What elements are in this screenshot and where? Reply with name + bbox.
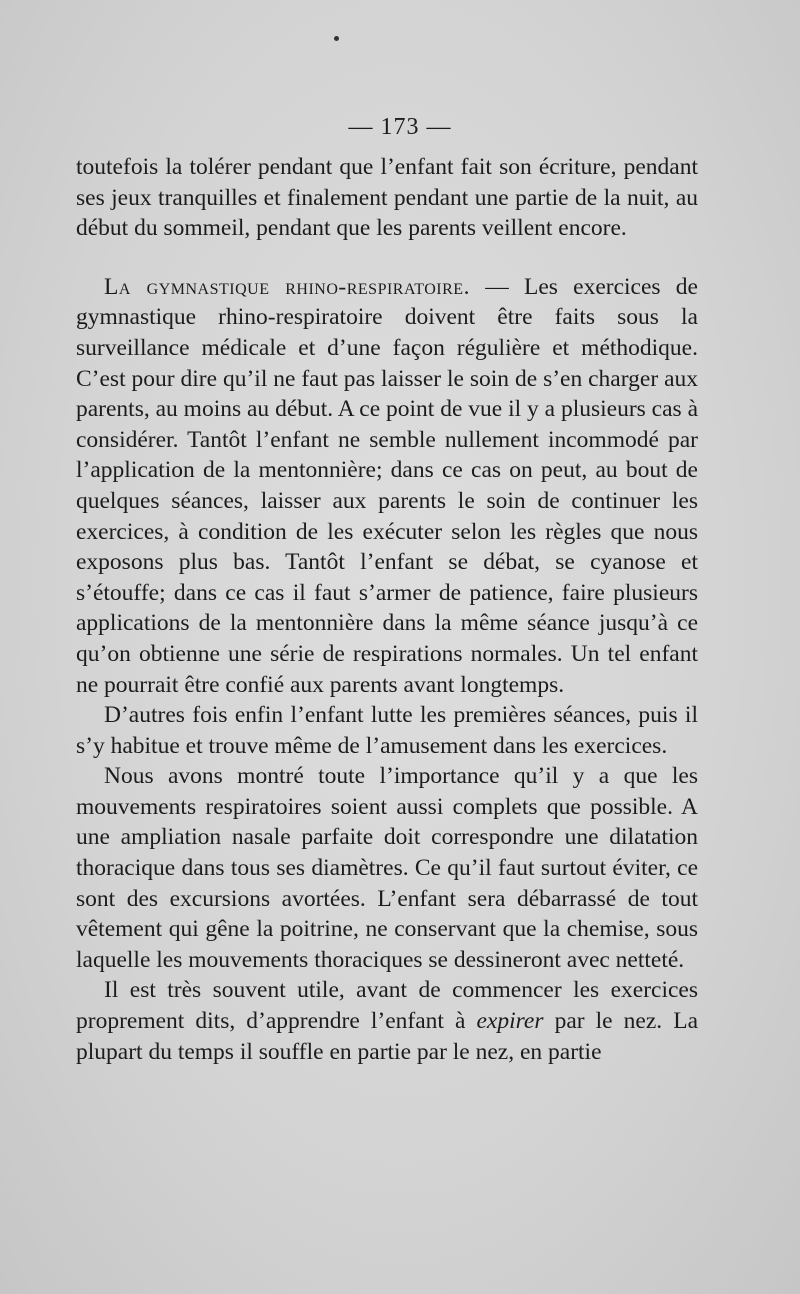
page-number: — 173 — bbox=[348, 114, 452, 140]
paragraph-autres-fois: D’autres fois enfin l’enfant lutte les premières séances, puis il s’y habitue et trouve même de l’amusement dans les exercices. bbox=[76, 702, 698, 759]
paragraph-text-start: Il est très souvent utile, avant de commencer les exercices proprement dits, d’apprendre l’enfant à bbox=[76, 977, 698, 1035]
heading-dash: — bbox=[469, 273, 524, 300]
paragraph-body: Les exercices de gymnastique rhino-respiratoire doivent être faits sous la surveillance médicale et d’une façon régulière et méthodique. C’est pour dire qu’il ne faut pas laisser le soin de s’en charger aux parents, au moins au début. A ce point de vue il y a plusieurs cas à considérer. Tantôt l’enfant ne semble nullement incommodé par l’application de la mentonnière; dans ce cas on peut, au bout de quelques séances, laisser aux parents le soin de continuer les exercices, à condition de les exécuter selon les règles que nous exposons plus bas. Tantôt l’enfant se débat, se cyanose et s’étouffe; dans ce cas il faut s’armer de patience, faire plusieurs applications de la mentonnière dans la même séance jusqu’à ce qu’on obtienne une série de respirations normales. Un tel enfant ne pourrait être confié aux parents avant longtemps. bbox=[76, 273, 698, 698]
ink-speck bbox=[334, 36, 339, 41]
paragraph-continuation: toutefois la tolérer pendant que l’enfant fait son écriture, pendant ses jeux tranquilles et finalement pendant une partie de la nuit, au début du sommeil, pendant que les parents veillent encore. bbox=[76, 154, 698, 242]
section-heading: La gymnastique rhino-respiratoire. bbox=[104, 273, 470, 300]
paragraph-gymnastique bbox=[76, 272, 698, 700]
paragraph-text-end: par le nez. La plupart du temps il souffle en partie par le nez, en partie bbox=[76, 1008, 698, 1065]
body-text bbox=[76, 152, 698, 1067]
paragraph-mouvements: Nous avons montré toute l’importance qu’il y a que les mouvements respiratoires soient aussi complets que possible. A une ampliation nasale parfaite doit correspondre une dilatation thoracique dans tous ses diamètres. Ce qu’il faut surtout éviter, ce sont des excursions avortées. L’enfant sera débarrassé de tout vêtement qui gêne la poitrine, ne conservant que la chemise, sous laquelle les mouvements thoraciques se dessineront avec netteté. bbox=[76, 763, 698, 973]
emphasis-expirer: expirer bbox=[476, 1008, 544, 1035]
paragraph-expirer bbox=[76, 975, 698, 1067]
